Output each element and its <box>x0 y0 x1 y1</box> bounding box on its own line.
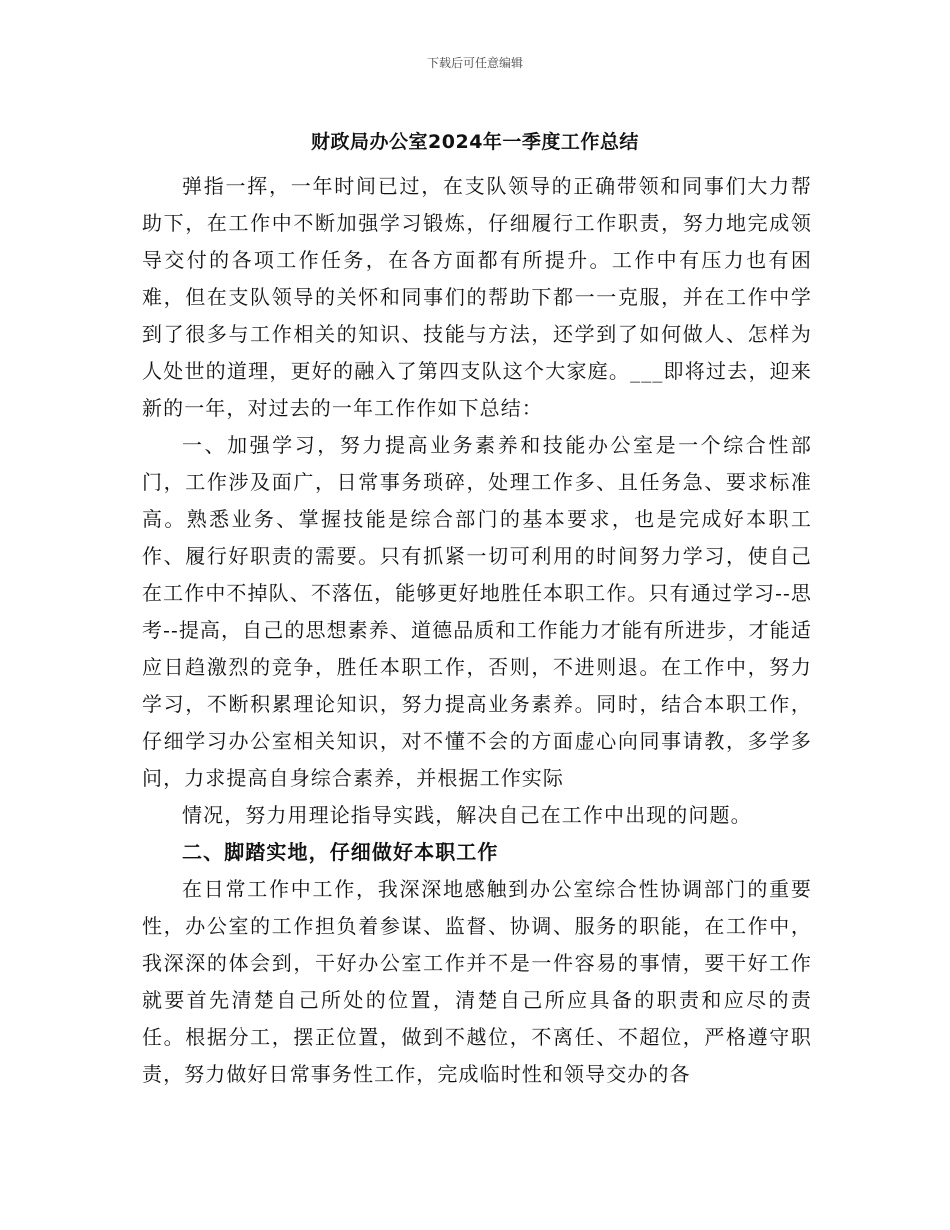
paragraph-section-one-continued: 情况，努力用理论指导实践，解决自己在工作中出现的问题。 <box>182 803 752 827</box>
paragraph-intro: 弹指一挥，一年时间已过，在支队领导的正确带领和同事们大力帮助下，在工作中不断加强学习锻炼，仔细履行工作职责，努力地完成领导交付的各项工作任务，在各方面都有所提升。工作中有压力也有困难，但在支队领导的关怀和同事们的帮助下都一一克服，并在工作中学到了很多与工作相关的知识、技能与方法，还学到了如何做人、怎样为人处世的道理，更好的融入了第四支队这个大家庭。___即将过去，迎来新的一年，对过去的一年工作作如下总结： <box>142 174 812 420</box>
document-title: 财政局办公室2024年一季度工作总结 <box>311 131 639 153</box>
section-heading-two: 二、脚踏实地，仔细做好本职工作 <box>182 840 499 864</box>
paragraph-section-one: 一、加强学习，努力提高业务素养和技能办公室是一个综合性部门，工作涉及面广，日常事务琐碎，处理工作多、且任务急、要求标准高。熟悉业务、掌握技能是综合部门的基本要求，也是完成好本职工作、履行好职责的需要。只有抓紧一切可利用的时间努力学习，使自己在工作中不掉队、不落伍，能够更好地胜任本职工作。只有通过学习--思考--提高，自己的思想素养、道德品质和工作能力才能有所进步，才能适应日趋激烈的竞争，胜任本职工作，否则，不进则退。在工作中，努力学习，不断积累理论知识，努力提高业务素养。同时，结合本职工作，仔细学习办公室相关知识，对不懂不会的方面虚心向同事请教，多学多问，力求提高自身综合素养，并根据工作实际 <box>142 433 812 790</box>
document-body <box>142 168 812 1093</box>
page-header-note: 下载后可任意编辑 <box>426 56 523 70</box>
paragraph-section-two: 在日常工作中工作，我深深地感触到办公室综合性协调部门的重要性，办公室的工作担负着参谋、监督、协调、服务的职能，在工作中，我深深的体会到，干好办公室工作并不是一件容易的事情，要干好工作就要首先清楚自己所处的位置，清楚自己所应具备的职责和应尽的责任。根据分工，摆正位置，做到不越位，不离任、不超位，严格遵守职责，努力做好日常事务性工作，完成临时性和领导交办的各 <box>142 877 812 1086</box>
